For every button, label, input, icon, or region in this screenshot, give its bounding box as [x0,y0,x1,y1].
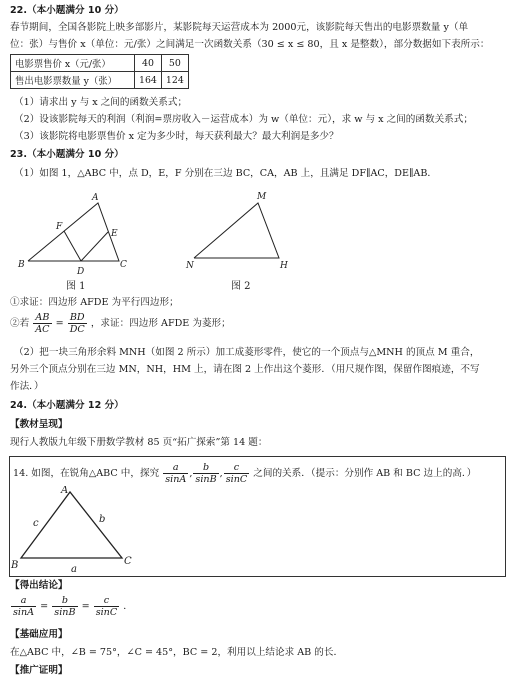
equals-sign: = [81,601,90,612]
fraction-numerator: a [163,462,188,474]
q24-tag-proof: 【推广证明】 [10,665,68,676]
fraction-denominator: DC [69,324,85,335]
q24-triangle-figure [9,486,149,576]
fraction-denominator: sinC [95,607,118,618]
q23-figures [0,185,515,297]
fig1-label-e: E [111,229,118,239]
fig1-label-a: A [92,193,99,203]
table-cell: 40 [135,55,162,72]
q22-paragraph-1: 春节期间，全国各影院上映多部影片，某影院每天运营成本为 2000元，该影院每天售出的电影票数量 y（单 [10,22,469,33]
equals-sign: = [40,601,49,612]
q23-paragraph-2b: 另外三个顶点分别在三边 MN，NH，HM 上，请在图 2 上作出这个菱形．（用尺规作图，保留作图痕迹，不写 [10,364,480,375]
q24-reference: 现行人教版九年级下册数学教材 85 页“拓广探索”第 14 题： [10,437,268,448]
tri-label-a-vertex: A [61,486,69,496]
fraction-denominator: sinB [54,607,76,618]
fraction-numerator: AB [33,312,51,324]
q23-claim-2 [10,312,231,335]
table-cell: 50 [161,55,188,72]
table-cell: 电影票售价 x（元/张） [11,55,135,72]
fig2-label-m: M [257,192,267,202]
q24-header: 24.（本小题满分 12 分） [10,400,124,411]
fraction-ab-ac [33,312,51,335]
tri-label-side-c: c [33,518,39,529]
fig1-label-b: B [18,260,25,270]
table-row [11,72,189,89]
q24-application: 在△ABC 中，∠B = 75°，∠C = 45°，BC = 2，利用以上结论求 AB 的长． [10,647,344,658]
fraction-numerator: c [224,462,250,474]
tri-label-c-vertex: C [124,556,132,567]
fraction-numerator: c [94,595,120,607]
claim-2-prefix: ②若 [10,318,30,329]
q22-header: 22.（本小题满分 10 分） [10,5,124,16]
task-suffix: 之间的关系．（提示：分别作 AB 和 BC 边上的高．） [253,468,477,479]
table-cell: 124 [161,72,188,89]
q22-data-table [10,54,189,89]
q23-paragraph-2a: （2）把一块三角形余料 MNH（如图 2 所示）加工成菱形零件，使它的一个顶点与△MNH 的顶点 M 重合， [14,347,480,358]
tri-label-side-a: a [71,564,77,575]
task-prefix: 14. 如图，在锐角△ABC 中，探究 [13,468,160,479]
fraction-c-sinc [94,595,120,618]
fraction-c-sinc [224,462,250,485]
figure-1-caption: 图 1 [66,281,86,292]
q24-tag-conclusion: 【得出结论】 [10,580,68,591]
q22-sub-3: （3）该影院将电影票售价 x 定为多少时，每天获利最大？最大利润是多少？ [14,131,339,142]
fraction-numerator: b [193,462,218,474]
fraction-b-sinb [193,462,218,485]
fig2-label-h: H [280,261,288,271]
fraction-denominator: AC [35,324,50,335]
table-cell: 164 [135,72,162,89]
tri-label-side-b: b [99,514,106,525]
q23-paragraph-1: （1）如图 1，△ABC 中，点 D，E，F 分别在三边 BC，CA，AB 上，且满足 DF∥AC，DE∥AB． [14,168,438,179]
q23-claim-1: ①求证：四边形 AFDE 为平行四边形； [10,297,179,308]
figure-2-triangle [194,203,279,258]
claim-2-suffix: ，求证：四边形 AFDE 为菱形； [90,318,231,329]
q22-paragraph-2: 位：张）与售价 x（单位：元/张）之间满足一次函数关系（30 ≤ x ≤ 80，且 x 是整数），部分数据如下表所示： [10,39,490,50]
fig1-label-c: C [120,260,127,270]
table-cell: 售出电影票数量 y（张） [11,72,135,89]
q22-sub-2: （2）设该影院每天的利润（利润=票房收入－运营成本）为 w（单位：元），求 w 与 x 之间的函数关系式； [14,114,473,125]
fraction-b-sinb [52,595,77,618]
figure-1-triangle [28,203,119,261]
q23-paragraph-2c: 作法．） [10,381,44,392]
conclusion-end: ． [123,601,133,612]
equals-sign: = [55,318,64,329]
fraction-a-sina [11,595,36,618]
table-row [11,55,189,72]
q24-tag-textbook: 【教材呈现】 [10,419,68,430]
figure-2-caption: 图 2 [231,281,251,292]
fig1-label-f: F [56,222,63,232]
fraction-numerator: a [11,595,36,607]
fraction-denominator: sinA [13,607,35,618]
q22-sub-1: （1）请求出 y 与 x 之间的函数关系式； [14,97,188,108]
fraction-numerator: BD [68,312,87,324]
q23-header: 23.（本小题满分 10 分） [10,149,124,160]
fraction-numerator: b [52,595,77,607]
fraction-denominator: sinA [165,474,187,485]
fig2-label-n: N [186,261,194,271]
fraction-bd-dc [68,312,87,335]
fig1-label-d: D [77,267,85,277]
q24-tag-application: 【基础应用】 [10,629,68,640]
fraction-a-sina [163,462,188,485]
tri-label-b-vertex: B [11,560,19,571]
q24-task: 14. 如图，在锐角△ABC 中，探究 $\frac{a}{\sin A}$ , $\frac{b}{\sin B}$ , $\frac{c}{\sin C}$ 之间的关系．（提示：分别作 AB 和 BC 边上的高．） [13,462,477,485]
fraction-denominator: sinC [225,474,248,485]
q24-conclusion [10,595,133,618]
fraction-denominator: sinB [195,474,217,485]
